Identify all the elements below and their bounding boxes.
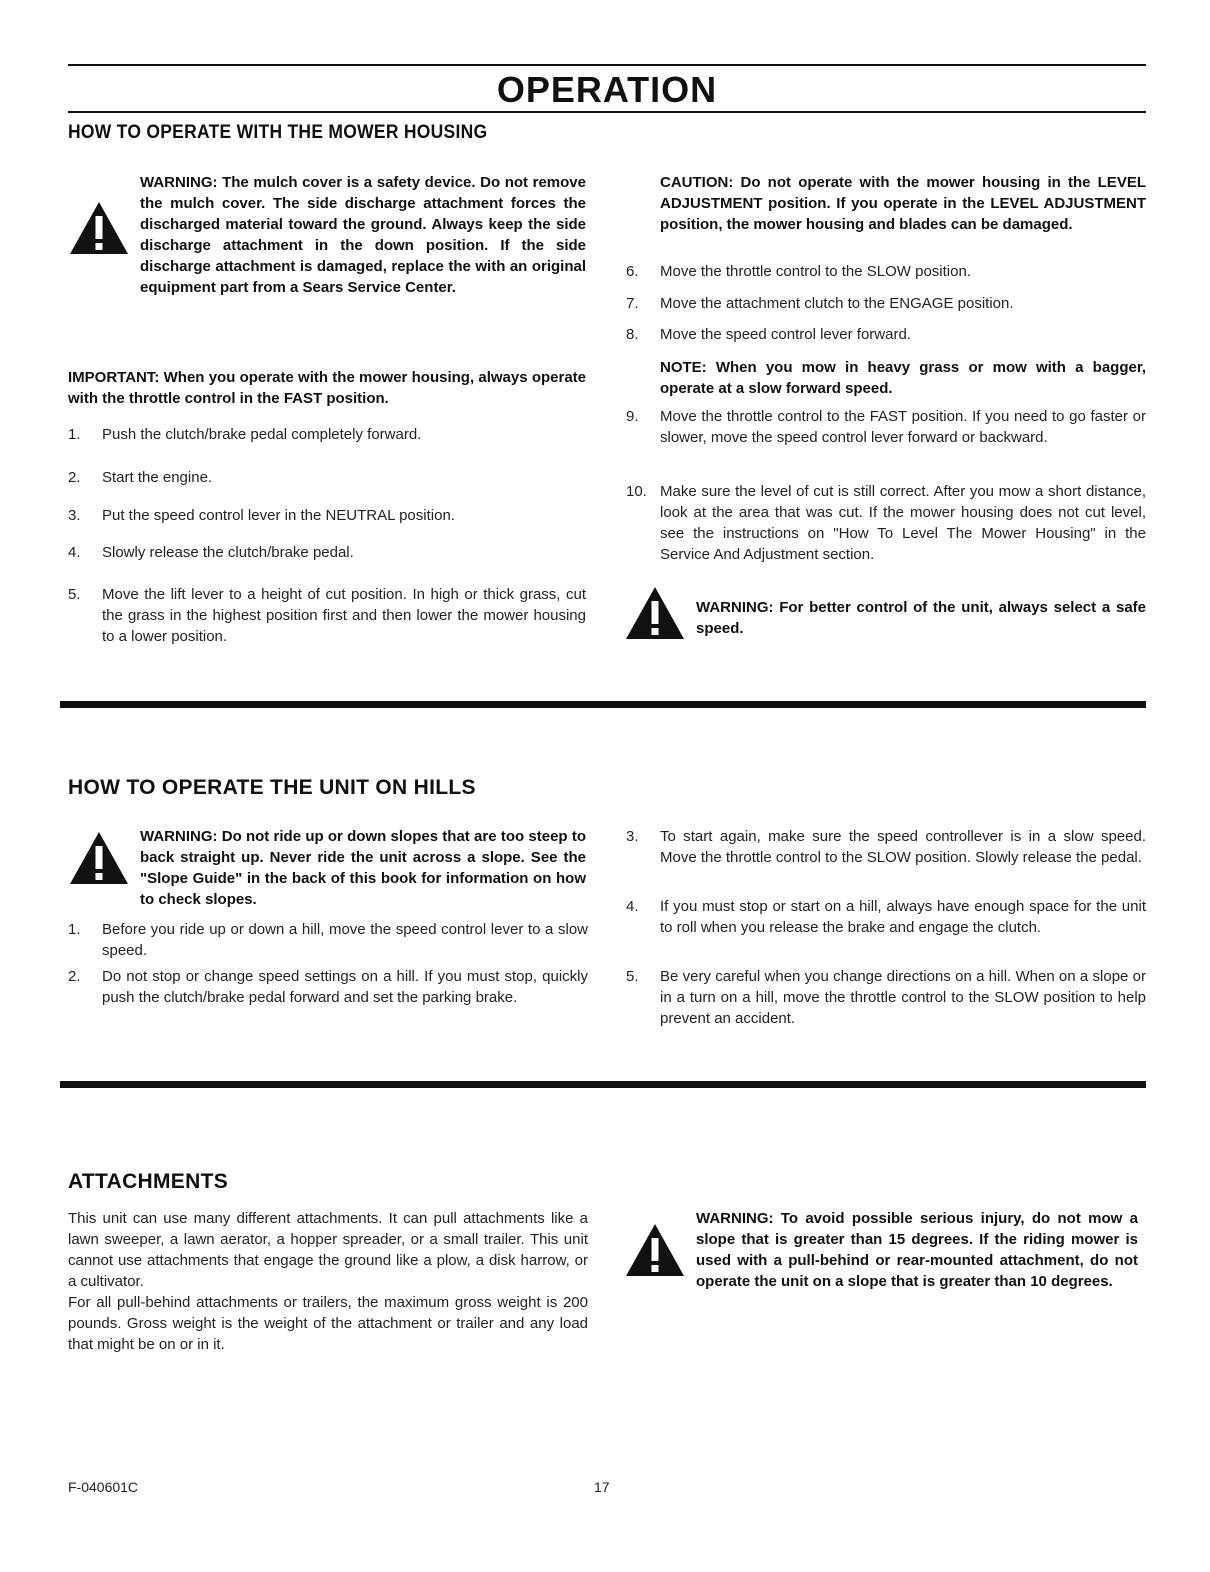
warning-serious-injury: WARNING: To avoid possible serious injury, do not mow a slope that is greater than 15 degrees. If the riding mower is used with a pull-behind or rear-mounted attachment, do not operate the unit on a slope that is greater than 10 degrees. bbox=[696, 1210, 1138, 1290]
section-divider bbox=[60, 1081, 1146, 1088]
page-number: 17 bbox=[594, 1479, 610, 1495]
document-code: F-040601C bbox=[68, 1479, 139, 1495]
section-heading-mower-housing: HOW TO OPERATE WITH THE MOWER HOUSING bbox=[68, 122, 488, 143]
warning-triangle-icon bbox=[624, 585, 686, 641]
warning-safe-speed: WARNING: For better control of the unit, always select a safe speed. bbox=[696, 599, 1146, 637]
warning-triangle-icon bbox=[68, 830, 130, 886]
section-heading-attachments: ATTACHMENTS bbox=[68, 1170, 229, 1193]
caution-level-adjustment: CAUTION: Do not operate with the mower housing in the LEVEL ADJUSTMENT position. If you operate in the LEVEL ADJUSTMENT position, the mower housing and blades can be damaged. bbox=[660, 174, 1146, 233]
section-heading-hills: HOW TO OPERATE THE UNIT ON HILLS bbox=[68, 776, 476, 799]
page-title: OPERATION bbox=[496, 69, 718, 110]
warning-triangle-icon bbox=[68, 200, 130, 256]
section-divider bbox=[60, 701, 1146, 708]
important-note: IMPORTANT: When you operate with the mower housing, always operate with the throttle control in the FAST position. bbox=[68, 369, 586, 407]
warning-mulch-cover: WARNING: The mulch cover is a safety device. Do not remove the mulch cover. The side discharge attachment forces the discharged material toward the ground. Always keep the side discharge attachment in the down position. If the side discharge attachment is damaged, replace the with an original equipment part from a Sears Service Center. bbox=[140, 174, 586, 296]
top-rule bbox=[68, 64, 1146, 66]
note-heavy-grass: NOTE: When you mow in heavy grass or mow with a bagger, operate at a slow forward speed. bbox=[660, 359, 1146, 397]
title-underline bbox=[68, 111, 1146, 113]
warning-triangle-icon bbox=[624, 1222, 686, 1278]
warning-slopes: WARNING: Do not ride up or down slopes that are too steep to back straight up. Never ride the unit across a slope. See the "Slope Guide" in the back of this book for information on how to check slopes. bbox=[140, 828, 586, 908]
attachments-weight-paragraph: For all pull-behind attachments or trailers, the maximum gross weight is 200 pounds. Gross weight is the weight of the attachment or trailer and any load that might be on or in it. bbox=[68, 1294, 588, 1353]
attachments-paragraph: This unit can use many different attachments. It can pull attachments like a lawn sweeper, a lawn aerator, a hopper spreader, or a small trailer. This unit cannot use attachments that engage the ground like a plow, a disk harrow, or a cultivator. bbox=[68, 1210, 588, 1290]
